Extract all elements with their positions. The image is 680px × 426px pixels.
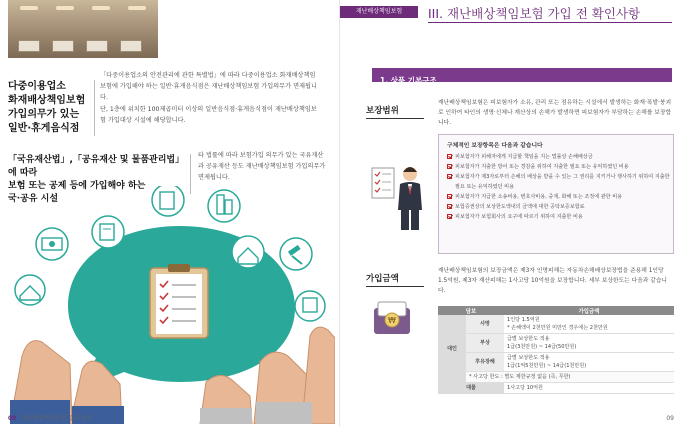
table-header: 담보 [438,306,504,315]
list-item: 피보험자가 보험회사의 요구에 따르기 위하여 지출한 비용 [439,212,673,222]
coverage-body: 재난배상책임보험은 피보험자가 소유, 관리 또는 점유하는 시설에서 발생하는 화재·폭발·붕괴로 인하여 타인의 생명·신체나 재산상의 손해가 발생하면 피보험자가 부담하는 손해를 보장합니다. [438,100,672,126]
paragraph-exemption: 「다중이용업소의 안전관리에 관한 특별법」에 따라 다중이용업소 화재배상책임보험에 가입해야 하는 일반·휴게음식점은 재난배상책임보험 가입의무가 면제됩니다. [100,72,317,101]
checkbox-icon [447,164,452,169]
page-number: 09 [666,415,674,422]
section-header: 1. 상품 기본구조 [372,68,672,82]
checkbox-icon [447,174,452,179]
heading-public-facilities: 「국유재산법」,「공유재산 및 물품관리법」에 따라 보험 또는 공제 등에 가입해야 하는 국·공유 시설 [8,155,185,204]
chapter-underline [428,22,672,23]
list-item: 보험증권상의 보상한도액내의 금액에 대한 공탁보증보험료 [439,202,673,212]
businessman-illustration [370,160,428,232]
footer-left: 08 재난배상책임보험 길라잡이 [8,415,92,422]
coverage-label: 보장범위 [366,106,399,116]
list-item: 피보험자가 피해자에게 지급할 책임을 지는 법률상 손해배상금 [439,152,673,162]
checkbox-icon [447,154,452,159]
chapter-title: III. 재난배상책임보험 가입 전 확인사항 [428,6,641,21]
table-row [438,353,674,372]
table-cell: 후유장해 [466,353,504,372]
table-row [438,334,674,353]
coverage-items-box [438,134,674,254]
checkbox-icon [447,214,452,219]
wallet-icon [372,300,414,336]
paragraph-public: 타 법률에 따라 보험가입 의무가 있는 국유재산과 공유재산 등도 재난배상책임보험 가입의무가 면제됩니다. [198,152,326,181]
header-band: 재난배상책임보험 [340,6,418,18]
amount-label: 가입금액 [366,274,399,284]
table-cell: 1사고당 10억원 [504,383,674,394]
table-cell: 사망 [466,315,504,334]
list-item: 피보험자가 지급한 소송비용, 변호사비용, 중재, 화해 또는 조정에 관한 비용 [439,192,673,202]
svg-text:₩: ₩ [388,316,396,325]
heading-multiuse-restaurants: 다중이용업소 화재배상책임보험 가입의무가 있는 일반·휴게음식점 [8,81,86,134]
table-cell: 1인당 1.5억원 * 손해액이 2천만원 미만인 경우에는 2천만원 [504,315,674,334]
table-note: * 사고당 한도 : 별도 제한규정 없음 (즉, 무한) [466,372,674,383]
table-group-cell: 대물 [438,383,504,394]
table-cell: 급별 보상한도 적용 1급(3천만원) ~ 14급(50만원) [504,334,674,353]
restaurant-photo [8,0,158,58]
hands-checklist-illustration [10,186,335,424]
list-item: 피보험자가 제3자로부터 손해의 배상을 받을 수 있는 그 권리를 지키거나 행사하기 위하여 지출한 필요 또는 유익하였던 비용 [439,172,673,192]
table-row [438,383,674,394]
table-header: 가입금액 [504,306,674,315]
right-page [340,0,680,426]
label-underline [366,118,424,119]
coverage-limit-table [438,306,674,394]
box-title: 구체적인 보장항목은 다음과 같습니다 [447,143,543,149]
amount-body: 재난배상책임보험의 보장금액은 제3자 인명피해는 자동차손해배상보장법을 준용해 1인당 1.5억원, 제3자 재산피해는 1사고당 10억원을 보장합니다. 세부 보상한도는 다음과 같습니다. [438,268,668,294]
table-row [438,372,674,383]
table-row [438,315,674,334]
table-cell: 부상 [466,334,504,353]
list-item: 피보험자가 지출한 방어 또는 경감을 위하여 지출한 필요 또는 유익하였던 비용 [439,162,673,172]
paragraph-exception: 단, 1층에 위치한 100제곱미터 이상의 일반음식점·휴게음식점이 재난배상책임보험 가입대상 시설에 해당합니다. [100,106,317,124]
checkbox-icon [447,194,452,199]
label-underline [366,286,424,287]
table-cell: 급별 보상한도 적용 1급(1억5천만원) ~ 14급(1천만원) [504,353,674,372]
table-group-cell: 대인 [438,315,466,383]
checkbox-icon [447,204,452,209]
divider [94,80,95,136]
